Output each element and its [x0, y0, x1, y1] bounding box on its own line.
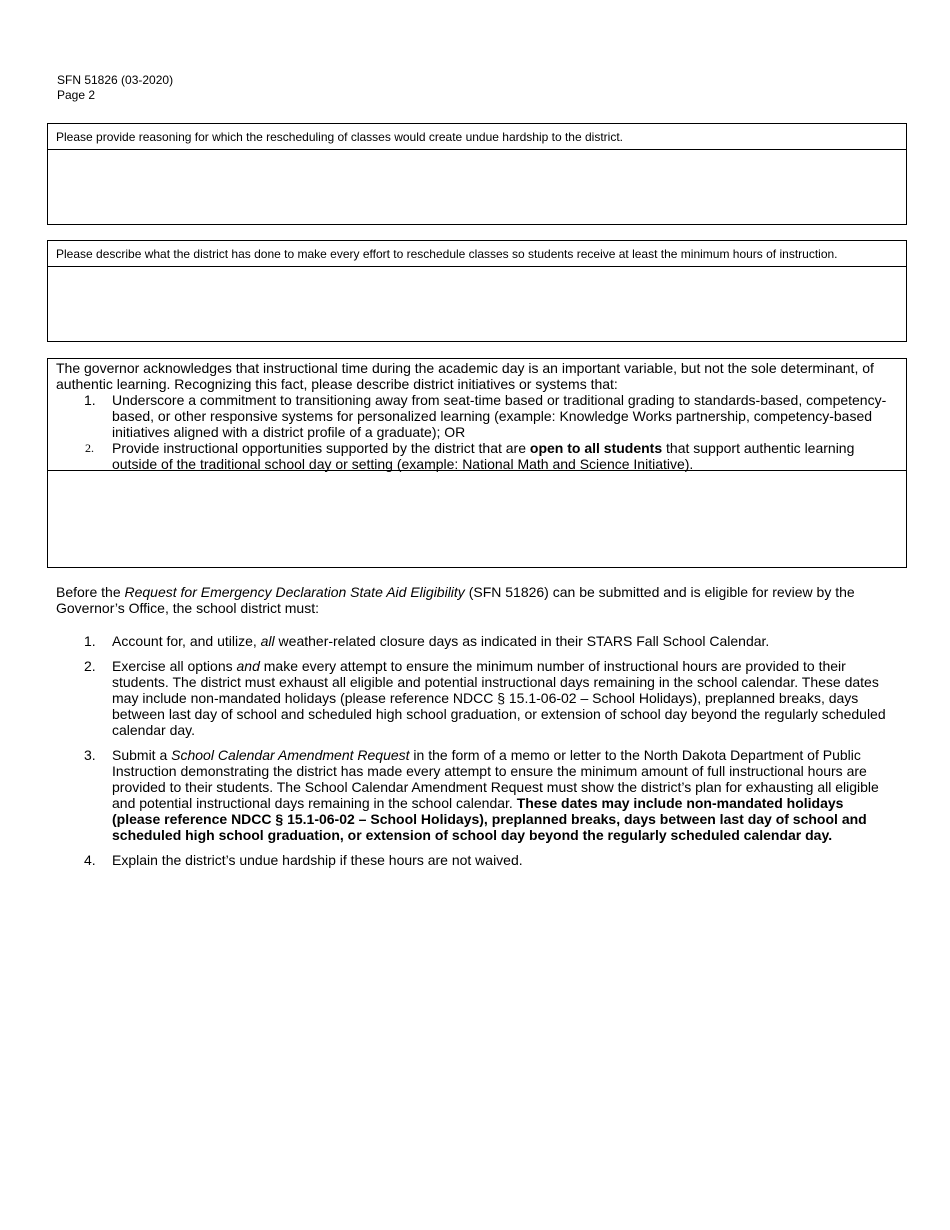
initiatives-item — [56, 392, 898, 440]
intro-text: Before the — [56, 584, 125, 600]
form-number: SFN 51826 (03-2020) — [57, 73, 174, 87]
requirement-item — [56, 633, 894, 649]
item-text: Underscore a commitment to transitioning away from seat-time based or traditional grading to standards-based, competency-based, or other responsive systems for personalized learning (example: Knowledge Works partnership, competency-based initiatives aligned with a district profile of a graduate); OR — [112, 392, 887, 440]
effort-box — [47, 240, 907, 342]
item-number: 1. — [84, 633, 96, 649]
requirements-list — [56, 633, 894, 868]
item-bold-text: These dates may include non-mandated holidays (please reference NDCC § 15.1-06-02 – School Holidays), preplanned breaks, days between last day of school and scheduled high school graduation, or extension of school day beyond the regularly scheduled calendar day. — [112, 795, 867, 843]
item-text-after: that support authentic learning outside of the traditional school day or setting (example: National Math and Science Initiative). — [112, 440, 855, 472]
hardship-answer-field[interactable] — [48, 150, 906, 224]
item-text-before: Provide instructional opportunities supported by the district that are — [112, 440, 530, 456]
hardship-box — [47, 123, 907, 225]
page-number: Page 2 — [57, 88, 96, 102]
item-text: Exercise all options — [112, 658, 237, 674]
initiatives-list — [56, 392, 898, 472]
item-emphasis: School Calendar Amendment Request — [171, 747, 410, 763]
requirement-item — [56, 852, 894, 868]
initiatives-intro: The governor acknowledges that instructional time during the academic day is an important variable, but not the sole determinant, of authentic learning. Recognizing this fact, please describe district initiatives or systems that: — [56, 360, 874, 392]
initiatives-box — [47, 358, 907, 568]
item-number: 2. — [85, 441, 94, 455]
item-text: in the form of a memo or letter to the North Dakota Department of Public Instruction demonstrating the district has made every attempt to ensure the minimum amount of full instructional hours are provided to their students. The School Calendar Amendment Request must show the district’s plan for exhausting all eligible and potential instructional days remaining in the school calendar. — [112, 747, 879, 811]
initiatives-prompt — [48, 359, 906, 471]
intro-text: (SFN 51826) can be submitted and is eligible for review by the Governor’s Office, the school district must: — [56, 584, 855, 616]
item-number: 3. — [84, 747, 96, 763]
item-emphasis: all — [260, 633, 275, 649]
item-text: Explain the district’s undue hardship if these hours are not waived. — [112, 852, 523, 868]
item-text: Account for, and utilize, — [112, 633, 261, 649]
item-emphasis: and — [236, 658, 260, 674]
item-text: Submit a — [112, 747, 172, 763]
requirement-item — [56, 747, 894, 843]
initiatives-item — [56, 440, 898, 472]
hardship-label: Please provide reasoning for which the rescheduling of classes would create undue hardship to the district. — [48, 124, 906, 150]
intro-form-title: Request for Emergency Declaration State Aid Eligibility — [124, 584, 465, 600]
form-header — [57, 73, 173, 103]
effort-answer-field[interactable] — [48, 267, 906, 341]
item-number: 2. — [84, 658, 96, 674]
effort-label: Please describe what the district has done to make every effort to reschedule classes so students receive at least the minimum hours of instruction. — [48, 241, 906, 267]
instructions-intro — [56, 584, 894, 616]
submission-instructions — [56, 584, 894, 877]
requirement-item — [56, 658, 894, 738]
item-text: make every attempt to ensure the minimum number of instructional hours are provided to their students. The district must exhaust all eligible and potential instructional days remaining in the school calendar. These dates may include non-mandated holidays (please reference NDCC § 15.1-06-02 – School Holidays), preplanned breaks, days between last day of school and scheduled high school graduation, or extension of school day beyond the regularly scheduled calendar day. — [112, 658, 886, 738]
item-text: weather-related closure days as indicated in their STARS Fall School Calendar. — [274, 633, 770, 649]
item-text-bold: open to all students — [529, 440, 663, 456]
initiatives-answer-field[interactable] — [48, 471, 906, 567]
item-number: 4. — [84, 852, 96, 868]
item-number: 1. — [84, 392, 96, 408]
